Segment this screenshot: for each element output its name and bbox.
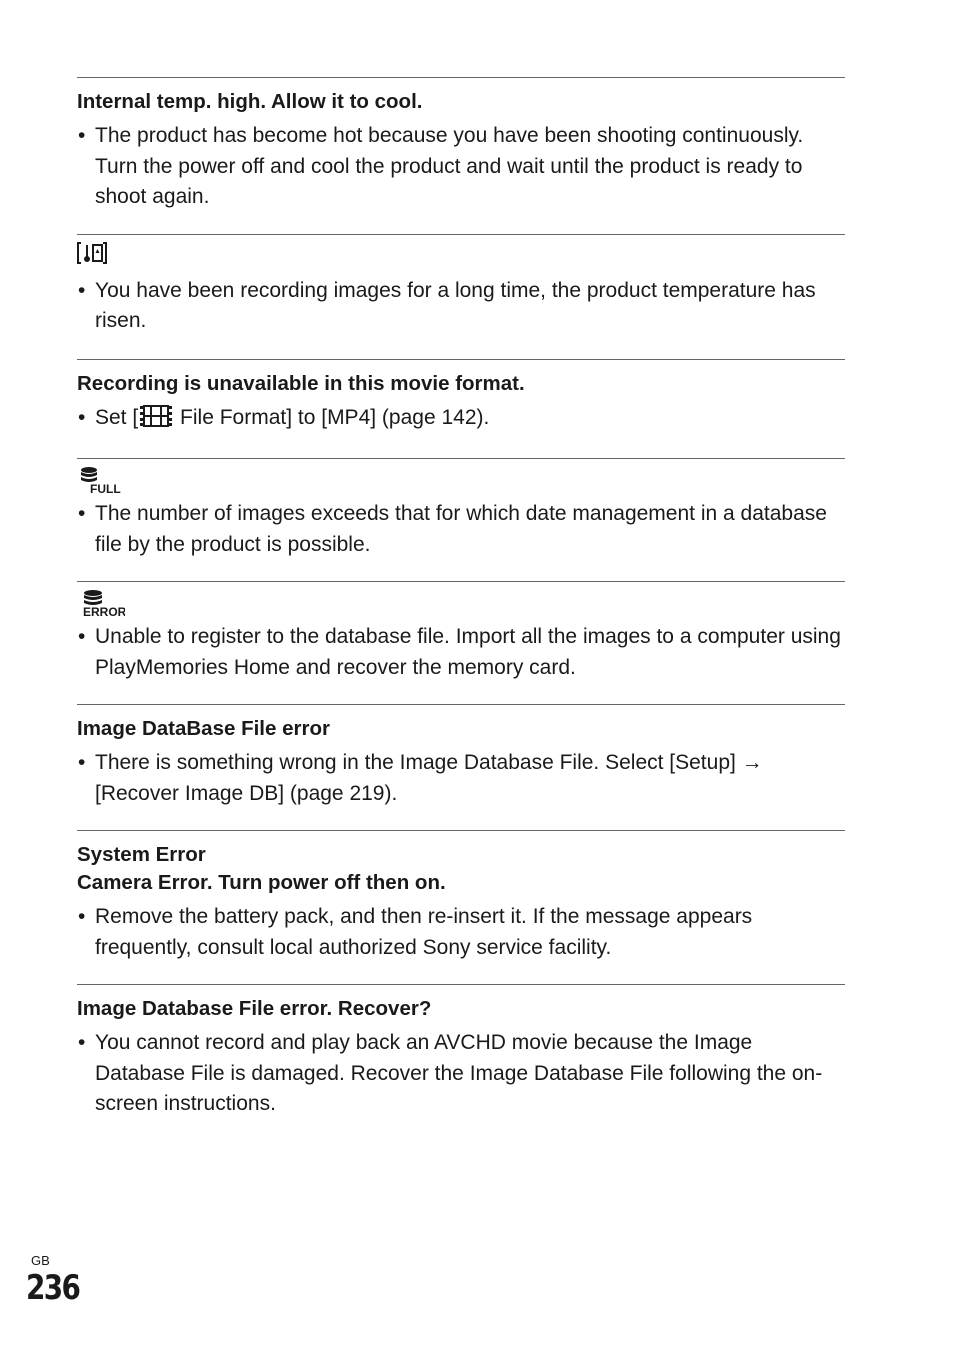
bullet-text: • You cannot record and play back an AVCHD movie because the Image Database File is damaged. Recover the Image Database File following the on-screen instructions. [95,1031,823,1115]
page-number: 236 [26,1268,80,1308]
region-label: GB [31,1253,50,1268]
bullet-text: • You have been recording images for a long time, the product temperature has risen. [95,278,816,332]
troubleshooting-content [77,77,845,1120]
bullet-text-suffix: File Format] to [MP4] (page 142). [174,405,490,429]
bullet-text: • Remove the battery pack, and then re-insert it. If the message appears frequently, consult local authorized Sony service facility. [95,905,753,959]
section-internal-temp [77,77,845,234]
bullet-item [77,121,845,213]
bullet-item [77,748,845,809]
section-heading: System Error [77,843,206,866]
section-movie-format [77,359,845,459]
database-full-icon [77,482,125,499]
section-recover-database [77,984,845,1120]
section-heading: Image DataBase File error [77,717,330,740]
database-error-icon [77,605,125,622]
movie-film-icon [140,405,172,437]
section-database-error [77,581,845,704]
database-error-label: ERROR [83,605,125,618]
bullet-item [77,499,845,560]
bullet-text: • There is something wrong in the Image Database File. Select [Setup] → [Recover Image DB] (page 219). [95,751,763,805]
bullet-text: • The number of images exceeds that for which date management in a database file by the product is possible. [95,502,827,556]
bullet-item [77,1028,845,1120]
section-heading: Camera Error. Turn power off then on. [77,871,446,894]
section-database-full [77,458,845,581]
bullet-item [77,276,845,337]
overheat-icon [77,254,107,271]
bullet-item [77,403,845,437]
section-system-error [77,830,845,984]
section-heading: Internal temp. high. Allow it to cool. [77,90,423,113]
section-heading: Recording is unavailable in this movie format. [77,371,525,395]
bullet-text: • Unable to register to the database file. Import all the images to a computer using PlayMemories Home and recover the memory card. [95,625,841,679]
bullet-text: Turn the power off and cool the product and wait until the product is ready to shoot again. [95,154,803,208]
section-heading: Image Database File error. Recover? [77,997,432,1020]
bullet-text-prefix: Set [ [95,405,139,429]
database-full-label: FULL [90,482,121,495]
bullet-text: • The product has become hot because you have been shooting continuously. [95,124,804,147]
bullet-item [77,902,845,963]
bullet-item [77,622,845,683]
section-image-database-error [77,704,845,830]
section-overheat [77,234,845,359]
